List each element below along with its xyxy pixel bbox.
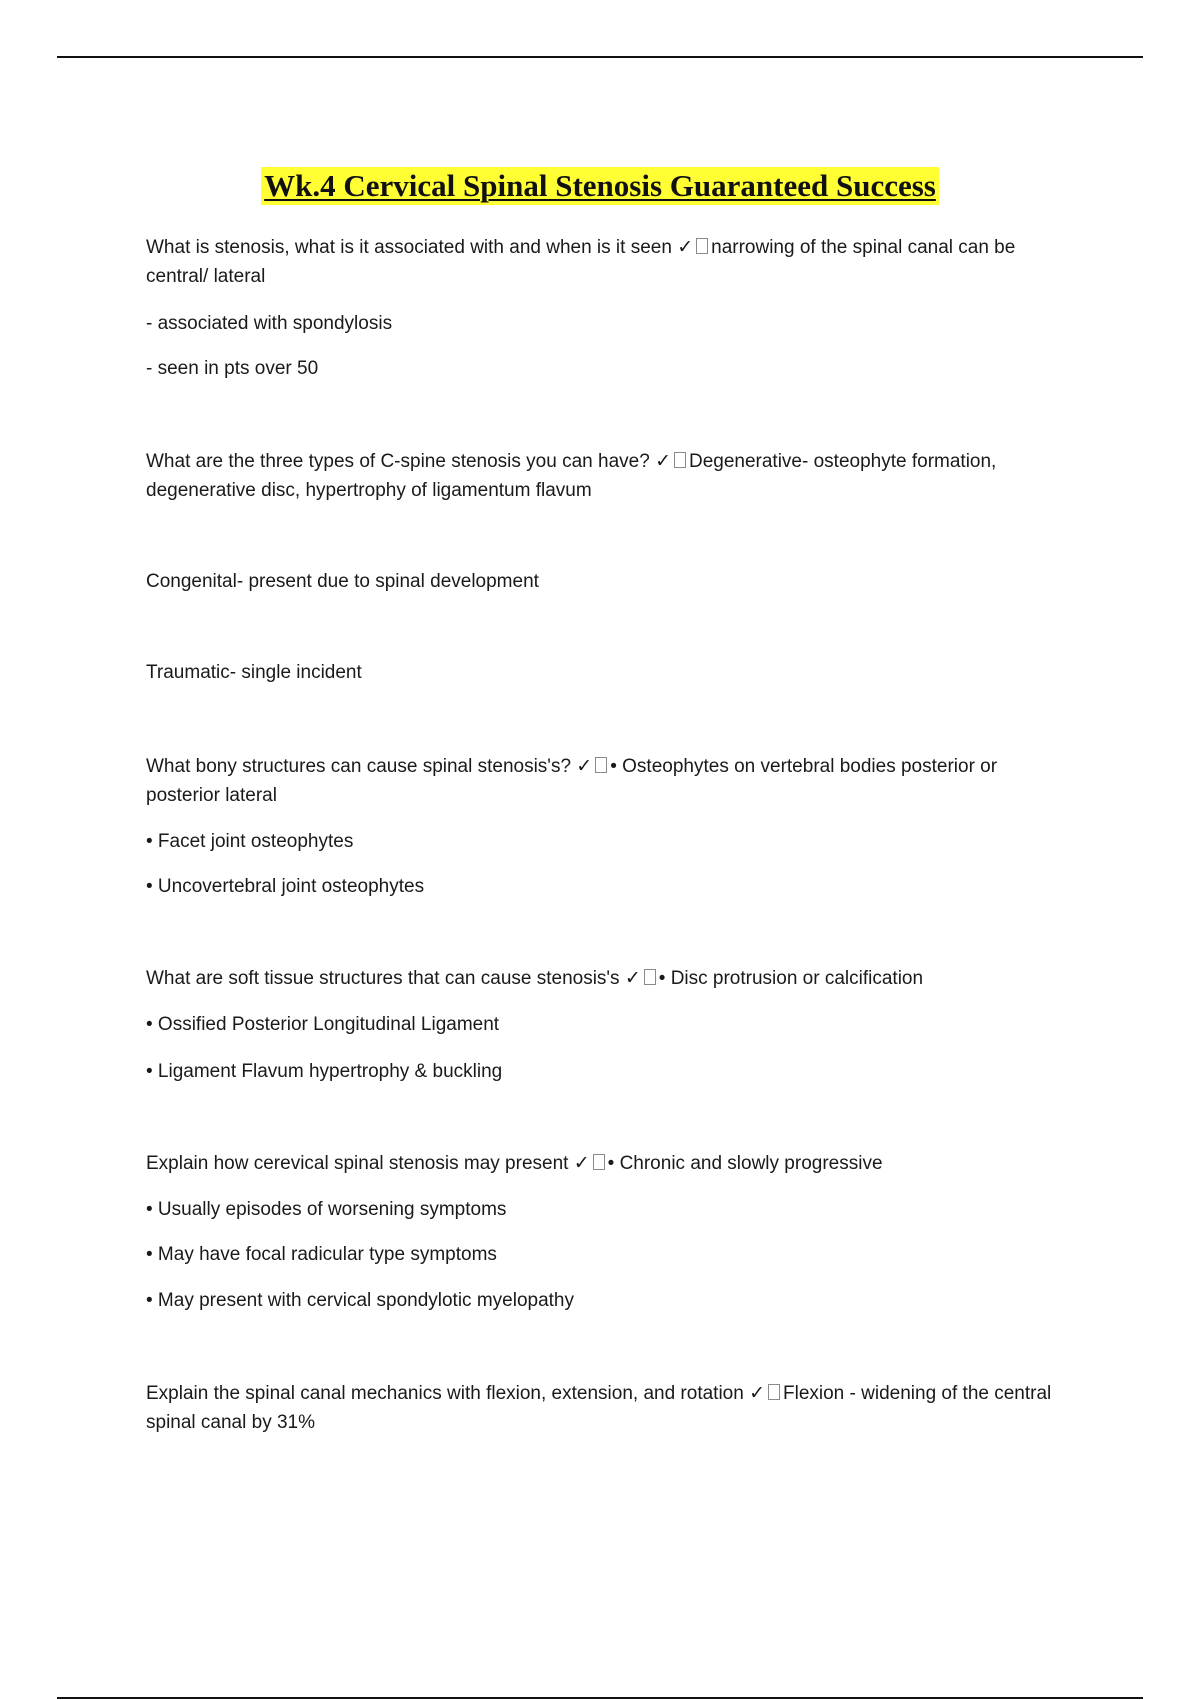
header-rule [57,56,1143,58]
answer-text: • Disc protrusion or calcification [658,968,924,989]
list-item: • Ossified Posterior Longitudinal Ligament [146,1014,500,1035]
missing-glyph-icon [593,1154,605,1170]
question-presentation [146,1149,1076,1178]
list-item: • Uncovertebral joint osteophytes [146,876,425,897]
question-text: What are the three types of C-spine stenosis you can have? [146,451,650,472]
missing-glyph-icon [768,1384,780,1400]
missing-glyph-icon [696,238,708,254]
question-bony-structures [146,752,1076,810]
list-item: • Usually episodes of worsening symptoms [146,1199,507,1220]
check-icon: ✓ [624,967,641,989]
check-icon: ✓ [573,1152,590,1174]
list-item: - seen in pts over 50 [146,358,319,379]
missing-glyph-icon [674,452,686,468]
list-item: • May present with cervical spondylotic myelopathy [146,1290,575,1311]
question-text: Explain how cerevical spinal stenosis may present [146,1153,569,1174]
question-text: What bony structures can cause spinal stenosis's? [146,756,572,777]
answer-text: • Osteophytes on vertebral bodies posterior or posterior lateral [146,756,998,806]
list-item: • May have focal radicular type symptoms [146,1244,497,1265]
answer-text: narrowing of the spinal canal can be central/ lateral [146,237,1016,287]
check-icon: ✓ [576,755,593,777]
question-stenosis [146,233,1076,291]
answer-text: Flexion - widening of the central spinal canal by 31% [146,1383,1052,1433]
question-text: What is stenosis, what is it associated with and when is it seen [146,237,672,258]
question-text: What are soft tissue structures that can cause stenosis's [146,968,620,989]
question-soft-tissue [146,964,1076,993]
footer-rule [57,1697,1143,1699]
check-icon: ✓ [677,236,694,258]
list-item: - associated with spondylosis [146,313,393,334]
answer-text: Degenerative- osteophyte formation, degenerative disc, hypertrophy of ligamentum flavum [146,451,997,501]
list-item: • Ligament Flavum hypertrophy & buckling [146,1061,503,1082]
list-item: • Facet joint osteophytes [146,831,354,852]
title-wrap [0,167,1200,205]
question-canal-mechanics [146,1379,1076,1437]
missing-glyph-icon [644,969,656,985]
question-text: Explain the spinal canal mechanics with flexion, extension, and rotation [146,1383,744,1404]
check-icon: ✓ [749,1382,765,1404]
document-title: Wk.4 Cervical Spinal Stenosis Guaranteed Success [261,167,939,205]
question-types [146,447,1076,505]
answer-text: • Chronic and slowly progressive [607,1153,883,1174]
check-icon: ✓ [655,450,671,472]
list-item: Traumatic- single incident [146,662,362,683]
missing-glyph-icon [595,757,607,773]
list-item: Congenital- present due to spinal development [146,571,539,592]
